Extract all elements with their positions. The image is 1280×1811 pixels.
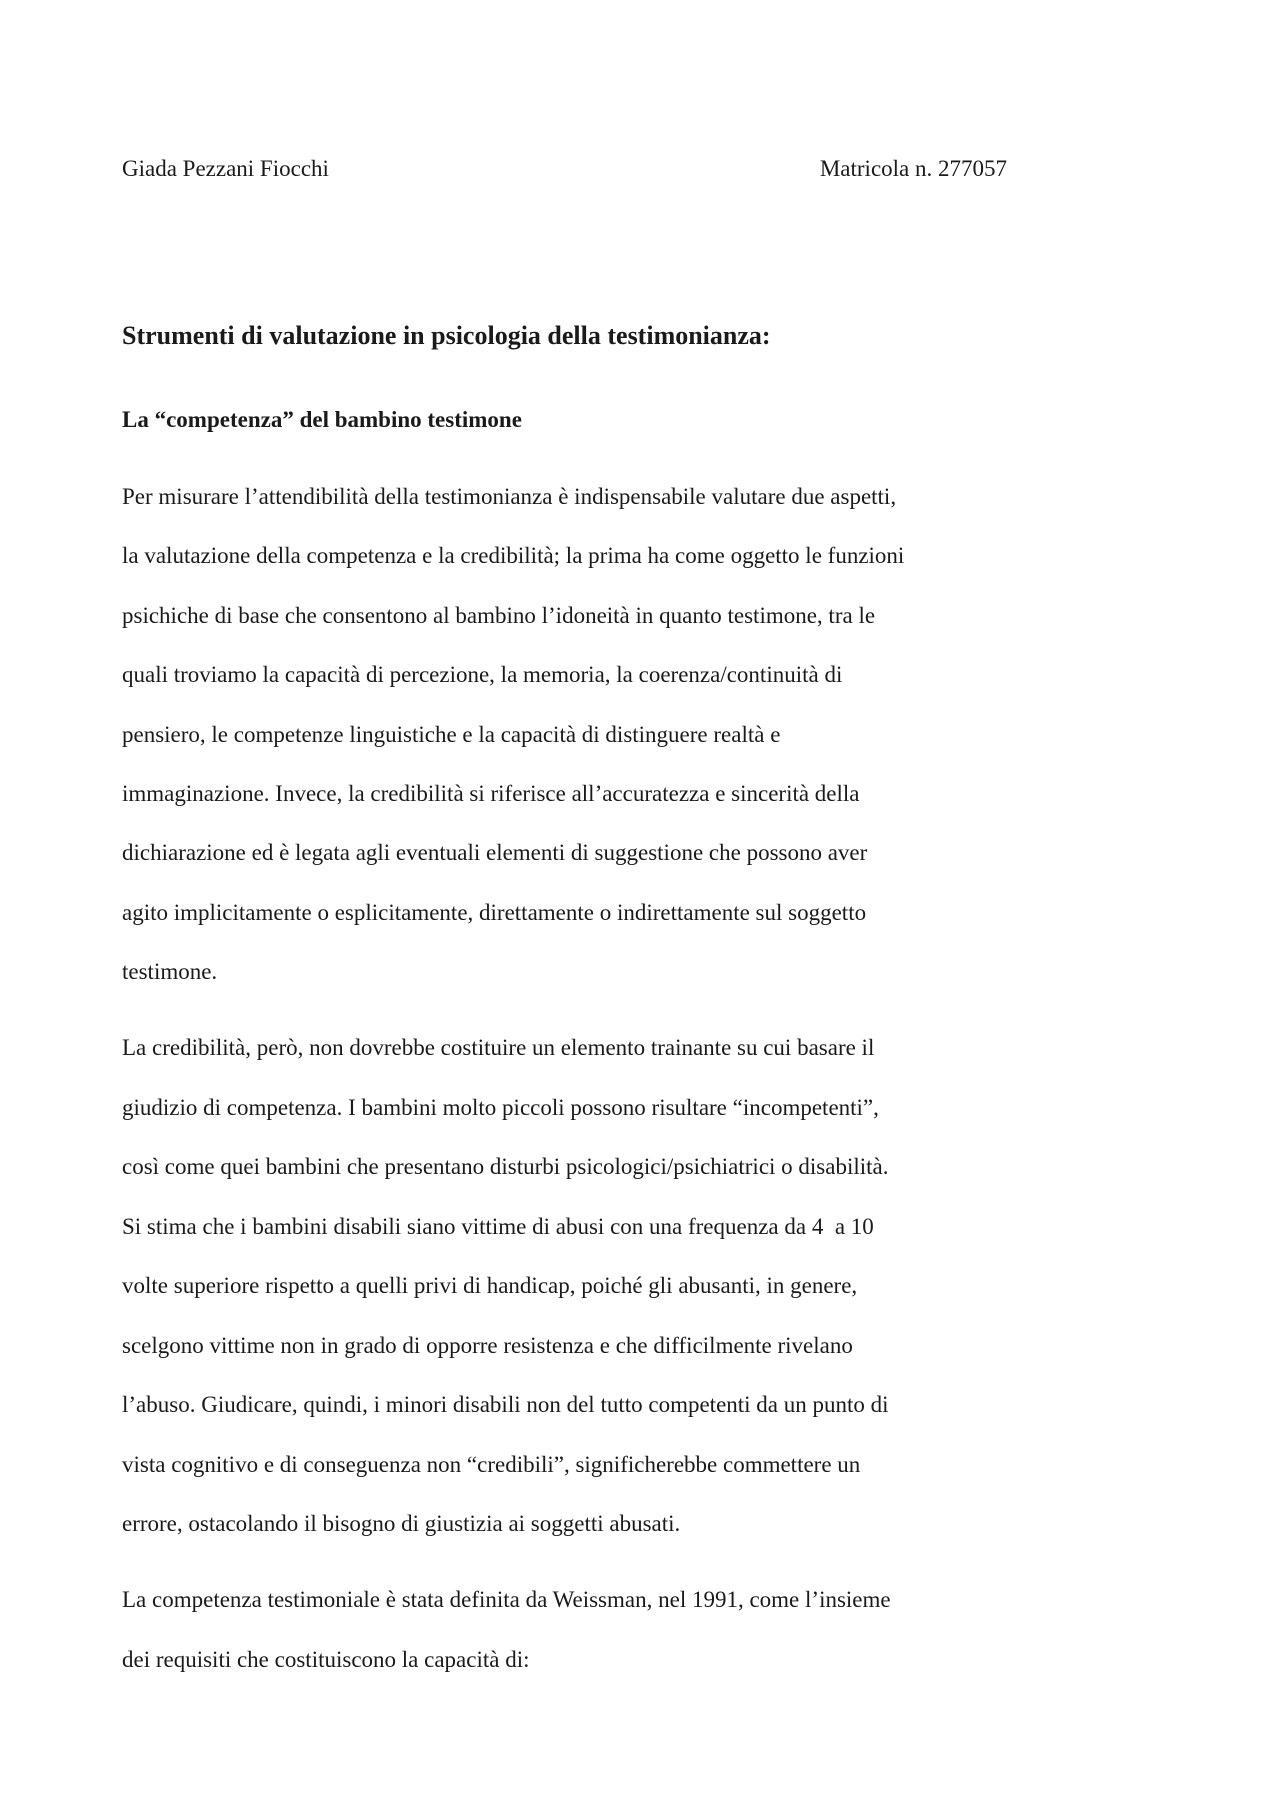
paragraph-line: testimone. [122,959,218,984]
paragraph-line: Si stima che i bambini disabili siano vittime di abusi con una frequenza da 4 a 10 [122,1214,874,1239]
paragraph-line: la valutazione della competenza e la credibilità; la prima ha come oggetto le funzioni [122,543,905,568]
paragraph-line: dichiarazione ed è legata agli eventuali elementi di suggestione che possono aver [122,840,868,865]
paragraph-line: quali troviamo la capacità di percezione, la memoria, la coerenza/continuità di [122,662,843,687]
document-title: Strumenti di valutazione in psicologia della testimonianza: [122,321,771,350]
paragraph-line: psichiche di base che consentono al bambino l’idoneità in quanto testimone, tra le [122,603,876,628]
student-id: Matricola n. 277057 [819,156,1007,181]
paragraph-line: immaginazione. Invece, la credibilità si riferisce all’accuratezza e sincerità della [122,781,860,806]
section-heading: La “competenza” del bambino testimone [122,407,522,432]
paragraph-line: scelgono vittime non in grado di opporre resistenza e che difficilmente rivelano [122,1333,853,1358]
paragraph-line: La competenza testimoniale è stata definita da Weissman, nel 1991, come l’insieme [122,1587,891,1612]
paragraph-line: dei requisiti che costituiscono la capacità di: [122,1647,530,1672]
paragraph-line: l’abuso. Giudicare, quindi, i minori disabili non del tutto competenti da un punto di [122,1392,889,1417]
author-name: Giada Pezzani Fiocchi [122,156,329,181]
paragraph-line: pensiero, le competenze linguistiche e la capacità di distinguere realtà e [122,722,781,747]
paragraph-line: La credibilità, però, non dovrebbe costituire un elemento trainante su cui basare il [122,1035,875,1060]
paragraph-line: volte superiore rispetto a quelli privi di handicap, poiché gli abusanti, in genere, [122,1273,858,1298]
paragraph-line: Per misurare l’attendibilità della testimonianza è indispensabile valutare due aspetti, [122,484,897,509]
paragraph-line: vista cognitivo e di conseguenza non “credibili”, significherebbe commettere un [122,1452,861,1477]
document-header [122,154,1007,184]
paragraph-line: giudizio di competenza. I bambini molto piccoli possono risultare “incompetenti”, [122,1095,879,1120]
paragraph-line: agito implicitamente o esplicitamente, direttamente o indirettamente sul soggetto [122,900,867,925]
paragraph-line: così come quei bambini che presentano disturbi psicologici/psichiatrici o disabilità. [122,1154,889,1179]
paragraph-line: errore, ostacolando il bisogno di giustizia ai soggetti abusati. [122,1511,681,1536]
